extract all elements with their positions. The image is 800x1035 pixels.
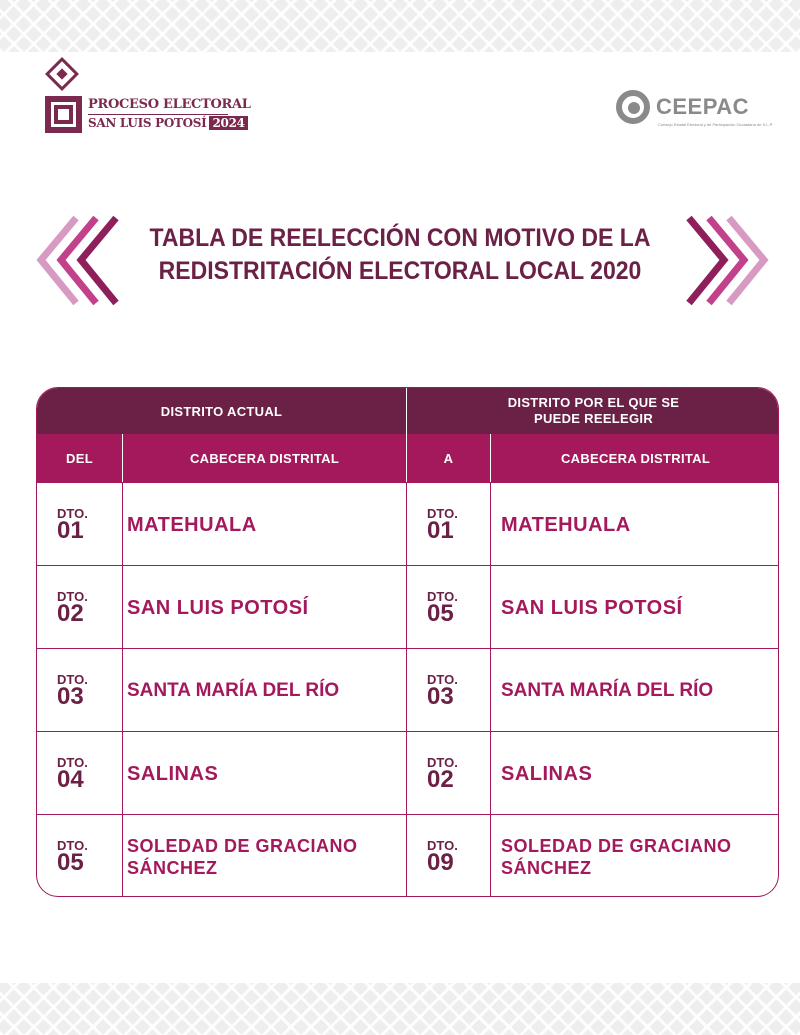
district-from: DTO. 05 [57, 838, 88, 876]
district-to: DTO. 01 [427, 506, 458, 544]
district-from: DTO. 01 [57, 506, 88, 544]
proceso-electoral-logo [42, 62, 251, 137]
square-emblem-icon [45, 96, 82, 133]
city-to: SAN LUIS POTOSÍ [501, 596, 683, 619]
table-row [37, 731, 779, 814]
district-to: DTO. 03 [427, 672, 458, 710]
page-title [142, 222, 657, 288]
title-line-1: TABLA DE REELECCIÓN CON MOTIVO DE LA [149, 224, 651, 252]
district-to: DTO. 02 [427, 755, 458, 793]
city-from: MATEHUALA [127, 513, 257, 536]
district-from: DTO. 04 [57, 755, 88, 793]
top-pattern-band [0, 0, 800, 52]
ceepac-name: CEEPAC [656, 94, 750, 119]
column-header-a: A [443, 450, 454, 466]
city-to: SANTA MARÍA DEL RÍO [501, 679, 714, 701]
bottom-pattern-band [0, 983, 800, 1035]
ceepac-emblem-icon [616, 90, 650, 124]
city-from: SAN LUIS POTOSÍ [127, 596, 309, 619]
district-to: DTO. 05 [427, 589, 458, 627]
table-row [37, 648, 779, 731]
district-from: DTO. 02 [57, 589, 88, 627]
column-header-del: DEL [66, 450, 93, 466]
table-row [37, 814, 779, 897]
city-to: SOLEDAD DE GRACIANO SÁNCHEZ [501, 835, 732, 878]
city-from: SALINAS [127, 762, 219, 785]
group-header-row [37, 388, 779, 434]
group-header-reelect: DISTRITO POR EL QUE SE PUEDE REELEGIR [507, 395, 680, 426]
city-from: SOLEDAD DE GRACIANO SÁNCHEZ [127, 835, 358, 878]
ceepac-logo [612, 88, 773, 138]
diamond-icon [45, 57, 79, 91]
reelection-table [36, 387, 779, 897]
column-header-cabecera-actual: CABECERA DISTRITAL [189, 450, 340, 466]
city-from: SANTA MARÍA DEL RÍO [127, 679, 340, 701]
table-row [37, 565, 779, 648]
title-line-2: REDISTRITACIÓN ELECTORAL LOCAL 2020 [158, 257, 642, 285]
district-from: DTO. 03 [57, 672, 88, 710]
column-header-cabecera-reeleccion: CABECERA DISTRITAL [560, 450, 711, 466]
logo-subtitle: SAN LUIS POTOSÍ 2024 [88, 116, 248, 130]
chevron-right-icon [684, 213, 769, 308]
table-row [37, 482, 779, 565]
logo-title: PROCESO ELECTORAL [88, 97, 251, 112]
city-to: SALINAS [501, 762, 593, 785]
column-header-row [37, 434, 779, 482]
chevron-left-icon [36, 213, 121, 308]
group-header-current: DISTRITO ACTUAL [160, 403, 283, 419]
logo-year: 2024 [209, 116, 247, 130]
ceepac-tagline: Consejo Estatal Electoral y de Participación Ciudadana de S.L.P. [658, 122, 773, 127]
district-to: DTO. 09 [427, 838, 458, 876]
city-to: MATEHUALA [501, 513, 631, 536]
